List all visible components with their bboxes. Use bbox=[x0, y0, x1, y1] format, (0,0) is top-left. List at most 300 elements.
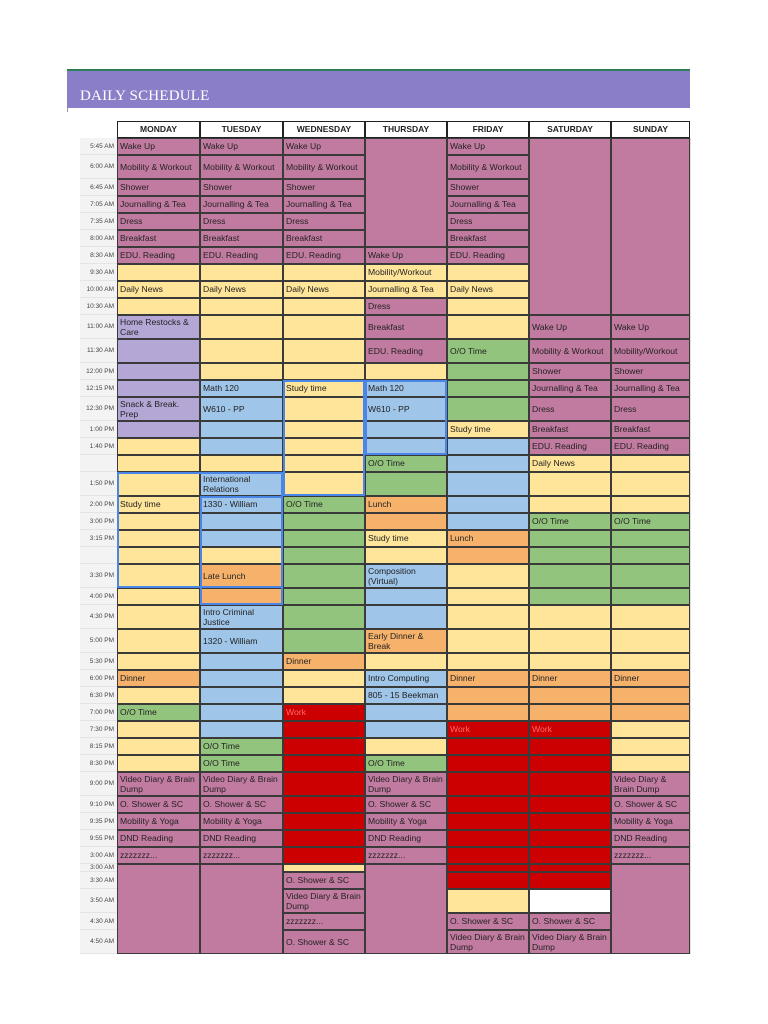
schedule-cell-monday[interactable] bbox=[117, 213, 200, 230]
schedule-cell-tuesday[interactable] bbox=[200, 629, 283, 653]
schedule-cell-friday[interactable] bbox=[447, 721, 529, 738]
schedule-cell-thursday[interactable] bbox=[365, 264, 447, 281]
schedule-cell-saturday[interactable] bbox=[529, 138, 611, 315]
schedule-cell-thursday[interactable] bbox=[365, 496, 447, 513]
schedule-cell-saturday[interactable] bbox=[529, 363, 611, 380]
schedule-cell-saturday[interactable] bbox=[529, 913, 611, 930]
schedule-cell-wednesday[interactable] bbox=[283, 397, 365, 421]
schedule-cell-tuesday[interactable] bbox=[200, 738, 283, 755]
schedule-cell-wednesday[interactable] bbox=[283, 315, 365, 339]
schedule-cell-monday[interactable] bbox=[117, 847, 200, 864]
schedule-cell-thursday[interactable] bbox=[365, 138, 447, 247]
cell-label: Daily News bbox=[203, 284, 246, 295]
schedule-cell-wednesday[interactable] bbox=[283, 363, 365, 380]
schedule-cell-friday[interactable] bbox=[447, 179, 529, 196]
schedule-cell-saturday[interactable] bbox=[529, 339, 611, 363]
schedule-cell-sunday[interactable] bbox=[611, 653, 690, 670]
schedule-cell-sunday[interactable] bbox=[611, 704, 690, 721]
schedule-cell-thursday[interactable] bbox=[365, 513, 447, 530]
schedule-cell-monday[interactable] bbox=[117, 670, 200, 687]
schedule-cell-monday[interactable] bbox=[117, 179, 200, 196]
schedule-cell-friday[interactable] bbox=[447, 772, 529, 796]
schedule-cell-tuesday[interactable] bbox=[200, 605, 283, 629]
schedule-cell-thursday[interactable] bbox=[365, 530, 447, 547]
time-label: 9:35 PM bbox=[80, 813, 117, 830]
cell-label: 805 - 15 Beekman bbox=[368, 690, 439, 701]
schedule-cell-monday[interactable] bbox=[117, 380, 200, 397]
schedule-cell-monday[interactable] bbox=[117, 455, 200, 472]
cell-label: W610 - PP bbox=[368, 403, 410, 414]
schedule-cell-wednesday[interactable] bbox=[283, 605, 365, 629]
schedule-cell-friday[interactable] bbox=[447, 872, 529, 889]
schedule-cell-thursday[interactable] bbox=[365, 455, 447, 472]
cell-label: Journalling & Tea bbox=[286, 199, 352, 210]
schedule-cell-sunday[interactable] bbox=[611, 363, 690, 380]
schedule-cell-thursday[interactable] bbox=[365, 755, 447, 772]
schedule-cell-tuesday[interactable] bbox=[200, 247, 283, 264]
schedule-cell-tuesday[interactable] bbox=[200, 363, 283, 380]
schedule-cell-saturday[interactable] bbox=[529, 315, 611, 339]
schedule-cell-wednesday[interactable] bbox=[283, 138, 365, 155]
schedule-cell-monday[interactable] bbox=[117, 772, 200, 796]
schedule-cell-wednesday[interactable] bbox=[283, 629, 365, 653]
schedule-cell-wednesday[interactable] bbox=[283, 339, 365, 363]
schedule-cell-thursday[interactable] bbox=[365, 687, 447, 704]
schedule-cell-tuesday[interactable] bbox=[200, 138, 283, 155]
schedule-cell-wednesday[interactable] bbox=[283, 513, 365, 530]
schedule-cell-sunday[interactable] bbox=[611, 847, 690, 864]
schedule-cell-wednesday[interactable] bbox=[283, 670, 365, 687]
schedule-cell-saturday[interactable] bbox=[529, 455, 611, 472]
schedule-cell-tuesday[interactable] bbox=[200, 830, 283, 847]
schedule-cell-thursday[interactable] bbox=[365, 864, 447, 954]
schedule-cell-friday[interactable] bbox=[447, 247, 529, 264]
schedule-cell-wednesday[interactable] bbox=[283, 738, 365, 755]
schedule-cell-wednesday[interactable] bbox=[283, 830, 365, 847]
schedule-cell-friday[interactable] bbox=[447, 913, 529, 930]
schedule-cell-monday[interactable] bbox=[117, 564, 200, 588]
schedule-cell-wednesday[interactable] bbox=[283, 438, 365, 455]
time-label: 8:30 AM bbox=[80, 247, 117, 264]
schedule-cell-monday[interactable] bbox=[117, 530, 200, 547]
schedule-cell-wednesday[interactable] bbox=[283, 772, 365, 796]
schedule-cell-saturday[interactable] bbox=[529, 588, 611, 605]
schedule-cell-friday[interactable] bbox=[447, 864, 529, 872]
schedule-cell-wednesday[interactable] bbox=[283, 196, 365, 213]
schedule-cell-thursday[interactable] bbox=[365, 629, 447, 653]
schedule-cell-sunday[interactable] bbox=[611, 438, 690, 455]
schedule-cell-wednesday[interactable] bbox=[283, 721, 365, 738]
schedule-cell-saturday[interactable] bbox=[529, 755, 611, 772]
schedule-cell-wednesday[interactable] bbox=[283, 421, 365, 438]
schedule-cell-friday[interactable] bbox=[447, 138, 529, 155]
schedule-cell-wednesday[interactable] bbox=[283, 264, 365, 281]
schedule-cell-wednesday[interactable] bbox=[283, 847, 365, 864]
schedule-cell-saturday[interactable] bbox=[529, 496, 611, 513]
schedule-cell-monday[interactable] bbox=[117, 547, 200, 564]
schedule-cell-friday[interactable] bbox=[447, 653, 529, 670]
schedule-cell-wednesday[interactable] bbox=[283, 213, 365, 230]
schedule-cell-sunday[interactable] bbox=[611, 513, 690, 530]
schedule-cell-sunday[interactable] bbox=[611, 796, 690, 813]
schedule-cell-monday[interactable] bbox=[117, 653, 200, 670]
cell-label: Journalling & Tea bbox=[368, 284, 434, 295]
schedule-cell-thursday[interactable] bbox=[365, 363, 447, 380]
schedule-cell-tuesday[interactable] bbox=[200, 755, 283, 772]
schedule-cell-monday[interactable] bbox=[117, 830, 200, 847]
schedule-cell-monday[interactable] bbox=[117, 813, 200, 830]
schedule-cell-sunday[interactable] bbox=[611, 738, 690, 755]
page-title: DAILY SCHEDULE bbox=[80, 88, 210, 104]
schedule-cell-wednesday[interactable] bbox=[283, 913, 365, 930]
schedule-cell-tuesday[interactable] bbox=[200, 687, 283, 704]
schedule-cell-monday[interactable] bbox=[117, 138, 200, 155]
schedule-cell-thursday[interactable] bbox=[365, 721, 447, 738]
schedule-cell-monday[interactable] bbox=[117, 196, 200, 213]
schedule-cell-tuesday[interactable] bbox=[200, 421, 283, 438]
schedule-cell-tuesday[interactable] bbox=[200, 513, 283, 530]
schedule-cell-friday[interactable] bbox=[447, 213, 529, 230]
schedule-cell-friday[interactable] bbox=[447, 889, 529, 913]
schedule-cell-friday[interactable] bbox=[447, 547, 529, 564]
time-label: 9:10 PM bbox=[80, 796, 117, 813]
schedule-cell-wednesday[interactable] bbox=[283, 653, 365, 670]
schedule-cell-monday[interactable] bbox=[117, 864, 200, 954]
schedule-cell-tuesday[interactable] bbox=[200, 455, 283, 472]
schedule-cell-saturday[interactable] bbox=[529, 889, 611, 913]
schedule-cell-tuesday[interactable] bbox=[200, 564, 283, 588]
schedule-cell-thursday[interactable] bbox=[365, 588, 447, 605]
schedule-cell-wednesday[interactable] bbox=[283, 864, 365, 872]
schedule-cell-thursday[interactable] bbox=[365, 380, 447, 397]
schedule-cell-tuesday[interactable] bbox=[200, 813, 283, 830]
schedule-cell-sunday[interactable] bbox=[611, 380, 690, 397]
schedule-cell-friday[interactable] bbox=[447, 339, 529, 363]
cell-label: Dress bbox=[450, 216, 473, 227]
schedule-cell-tuesday[interactable] bbox=[200, 472, 283, 496]
schedule-cell-saturday[interactable] bbox=[529, 687, 611, 704]
schedule-cell-friday[interactable] bbox=[447, 230, 529, 247]
schedule-cell-wednesday[interactable] bbox=[283, 755, 365, 772]
schedule-cell-friday[interactable] bbox=[447, 496, 529, 513]
schedule-cell-friday[interactable] bbox=[447, 930, 529, 954]
schedule-cell-friday[interactable] bbox=[447, 847, 529, 864]
day-header-tuesday: TUESDAY bbox=[200, 121, 283, 138]
schedule-cell-wednesday[interactable] bbox=[283, 380, 365, 397]
schedule-cell-sunday[interactable] bbox=[611, 397, 690, 421]
cell-label: EDU. Reading bbox=[614, 441, 669, 452]
schedule-cell-tuesday[interactable] bbox=[200, 530, 283, 547]
schedule-cell-saturday[interactable] bbox=[529, 653, 611, 670]
schedule-cell-monday[interactable] bbox=[117, 363, 200, 380]
schedule-cell-tuesday[interactable] bbox=[200, 179, 283, 196]
schedule-cell-saturday[interactable] bbox=[529, 421, 611, 438]
schedule-cell-saturday[interactable] bbox=[529, 547, 611, 564]
time-label: 9:30 AM bbox=[80, 264, 117, 281]
schedule-cell-thursday[interactable] bbox=[365, 438, 447, 455]
schedule-cell-tuesday[interactable] bbox=[200, 213, 283, 230]
schedule-cell-sunday[interactable] bbox=[611, 687, 690, 704]
schedule-cell-friday[interactable] bbox=[447, 605, 529, 629]
schedule-cell-monday[interactable] bbox=[117, 155, 200, 179]
day-header-saturday: SATURDAY bbox=[529, 121, 611, 138]
schedule-cell-saturday[interactable] bbox=[529, 872, 611, 889]
schedule-cell-saturday[interactable] bbox=[529, 738, 611, 755]
cell-label: Wake Up bbox=[286, 141, 322, 152]
schedule-cell-monday[interactable] bbox=[117, 704, 200, 721]
schedule-cell-sunday[interactable] bbox=[611, 864, 690, 954]
schedule-cell-monday[interactable] bbox=[117, 738, 200, 755]
schedule-cell-wednesday[interactable] bbox=[283, 796, 365, 813]
schedule-cell-sunday[interactable] bbox=[611, 421, 690, 438]
schedule-cell-wednesday[interactable] bbox=[283, 872, 365, 889]
schedule-cell-tuesday[interactable] bbox=[200, 230, 283, 247]
schedule-cell-friday[interactable] bbox=[447, 155, 529, 179]
schedule-cell-saturday[interactable] bbox=[529, 847, 611, 864]
schedule-cell-saturday[interactable] bbox=[529, 864, 611, 872]
schedule-cell-sunday[interactable] bbox=[611, 721, 690, 738]
cell-label: Intro Criminal Justice bbox=[203, 606, 255, 627]
schedule-cell-friday[interactable] bbox=[447, 564, 529, 588]
schedule-cell-thursday[interactable] bbox=[365, 670, 447, 687]
schedule-cell-saturday[interactable] bbox=[529, 472, 611, 496]
schedule-cell-monday[interactable] bbox=[117, 230, 200, 247]
cell-label: Lunch bbox=[450, 533, 474, 544]
schedule-cell-tuesday[interactable] bbox=[200, 264, 283, 281]
cell-label: Wake Up bbox=[450, 141, 486, 152]
schedule-cell-wednesday[interactable] bbox=[283, 564, 365, 588]
cell-label: DND Reading bbox=[203, 833, 257, 844]
cell-label: Video Diary & Brain Dump bbox=[532, 931, 607, 952]
schedule-cell-monday[interactable] bbox=[117, 264, 200, 281]
schedule-cell-saturday[interactable] bbox=[529, 704, 611, 721]
schedule-cell-thursday[interactable] bbox=[365, 247, 447, 264]
schedule-cell-wednesday[interactable] bbox=[283, 930, 365, 954]
schedule-cell-sunday[interactable] bbox=[611, 472, 690, 496]
time-label: 3:00 AM bbox=[80, 864, 117, 872]
schedule-cell-monday[interactable] bbox=[117, 247, 200, 264]
schedule-cell-tuesday[interactable] bbox=[200, 339, 283, 363]
schedule-cell-friday[interactable] bbox=[447, 813, 529, 830]
schedule-cell-tuesday[interactable] bbox=[200, 670, 283, 687]
schedule-cell-tuesday[interactable] bbox=[200, 155, 283, 179]
schedule-cell-friday[interactable] bbox=[447, 755, 529, 772]
schedule-cell-friday[interactable] bbox=[447, 397, 529, 421]
schedule-cell-thursday[interactable] bbox=[365, 564, 447, 588]
schedule-cell-friday[interactable] bbox=[447, 670, 529, 687]
schedule-cell-monday[interactable] bbox=[117, 687, 200, 704]
cell-label: Journalling & Tea bbox=[614, 383, 680, 394]
schedule-cell-thursday[interactable] bbox=[365, 298, 447, 315]
schedule-cell-thursday[interactable] bbox=[365, 547, 447, 564]
schedule-cell-wednesday[interactable] bbox=[283, 230, 365, 247]
schedule-cell-sunday[interactable] bbox=[611, 564, 690, 588]
schedule-cell-tuesday[interactable] bbox=[200, 653, 283, 670]
cell-label: Study time bbox=[450, 424, 491, 435]
schedule-cell-saturday[interactable] bbox=[529, 605, 611, 629]
schedule-cell-thursday[interactable] bbox=[365, 472, 447, 496]
schedule-cell-friday[interactable] bbox=[447, 455, 529, 472]
schedule-cell-wednesday[interactable] bbox=[283, 155, 365, 179]
schedule-cell-thursday[interactable] bbox=[365, 830, 447, 847]
schedule-cell-friday[interactable] bbox=[447, 380, 529, 397]
schedule-cell-wednesday[interactable] bbox=[283, 530, 365, 547]
schedule-cell-thursday[interactable] bbox=[365, 397, 447, 421]
schedule-cell-wednesday[interactable] bbox=[283, 547, 365, 564]
schedule-cell-saturday[interactable] bbox=[529, 796, 611, 813]
cell-label: Mobility/Workout bbox=[368, 267, 432, 278]
schedule-cell-saturday[interactable] bbox=[529, 721, 611, 738]
schedule-cell-friday[interactable] bbox=[447, 830, 529, 847]
schedule-cell-wednesday[interactable] bbox=[283, 281, 365, 298]
schedule-cell-sunday[interactable] bbox=[611, 755, 690, 772]
schedule-cell-sunday[interactable] bbox=[611, 830, 690, 847]
schedule-cell-monday[interactable] bbox=[117, 339, 200, 363]
schedule-cell-sunday[interactable] bbox=[611, 670, 690, 687]
cell-label: EDU. Reading bbox=[120, 250, 175, 261]
schedule-cell-thursday[interactable] bbox=[365, 421, 447, 438]
schedule-cell-friday[interactable] bbox=[447, 264, 529, 281]
schedule-cell-monday[interactable] bbox=[117, 721, 200, 738]
schedule-cell-saturday[interactable] bbox=[529, 530, 611, 547]
schedule-cell-friday[interactable] bbox=[447, 704, 529, 721]
schedule-cell-wednesday[interactable] bbox=[283, 298, 365, 315]
schedule-cell-monday[interactable] bbox=[117, 605, 200, 629]
schedule-cell-sunday[interactable] bbox=[611, 629, 690, 653]
schedule-cell-friday[interactable] bbox=[447, 738, 529, 755]
schedule-cell-saturday[interactable] bbox=[529, 813, 611, 830]
schedule-cell-friday[interactable] bbox=[447, 363, 529, 380]
schedule-cell-wednesday[interactable] bbox=[283, 455, 365, 472]
schedule-cell-tuesday[interactable] bbox=[200, 281, 283, 298]
schedule-cell-wednesday[interactable] bbox=[283, 588, 365, 605]
schedule-cell-thursday[interactable] bbox=[365, 796, 447, 813]
schedule-cell-monday[interactable] bbox=[117, 755, 200, 772]
schedule-cell-friday[interactable] bbox=[447, 298, 529, 315]
schedule-cell-saturday[interactable] bbox=[529, 380, 611, 397]
schedule-cell-monday[interactable] bbox=[117, 438, 200, 455]
schedule-cell-saturday[interactable] bbox=[529, 564, 611, 588]
schedule-cell-sunday[interactable] bbox=[611, 530, 690, 547]
schedule-cell-friday[interactable] bbox=[447, 796, 529, 813]
schedule-cell-friday[interactable] bbox=[447, 687, 529, 704]
schedule-cell-saturday[interactable] bbox=[529, 930, 611, 954]
schedule-cell-sunday[interactable] bbox=[611, 588, 690, 605]
cell-label: Work bbox=[286, 707, 306, 718]
schedule-cell-sunday[interactable] bbox=[611, 496, 690, 513]
schedule-cell-tuesday[interactable] bbox=[200, 721, 283, 738]
schedule-cell-monday[interactable] bbox=[117, 397, 200, 421]
schedule-cell-friday[interactable] bbox=[447, 588, 529, 605]
schedule-cell-sunday[interactable] bbox=[611, 315, 690, 339]
schedule-cell-thursday[interactable] bbox=[365, 605, 447, 629]
schedule-cell-friday[interactable] bbox=[447, 629, 529, 653]
schedule-cell-wednesday[interactable] bbox=[283, 813, 365, 830]
schedule-cell-friday[interactable] bbox=[447, 196, 529, 213]
schedule-cell-saturday[interactable] bbox=[529, 513, 611, 530]
schedule-cell-wednesday[interactable] bbox=[283, 704, 365, 721]
schedule-cell-thursday[interactable] bbox=[365, 281, 447, 298]
schedule-cell-thursday[interactable] bbox=[365, 813, 447, 830]
schedule-cell-saturday[interactable] bbox=[529, 397, 611, 421]
schedule-cell-monday[interactable] bbox=[117, 513, 200, 530]
schedule-cell-monday[interactable] bbox=[117, 472, 200, 496]
schedule-cell-sunday[interactable] bbox=[611, 813, 690, 830]
schedule-cell-wednesday[interactable] bbox=[283, 247, 365, 264]
schedule-cell-monday[interactable] bbox=[117, 588, 200, 605]
schedule-cell-saturday[interactable] bbox=[529, 772, 611, 796]
schedule-cell-tuesday[interactable] bbox=[200, 547, 283, 564]
schedule-cell-monday[interactable] bbox=[117, 281, 200, 298]
schedule-cell-wednesday[interactable] bbox=[283, 889, 365, 913]
schedule-cell-thursday[interactable] bbox=[365, 315, 447, 339]
cell-label: Dress bbox=[286, 216, 309, 227]
schedule-cell-sunday[interactable] bbox=[611, 605, 690, 629]
schedule-cell-friday[interactable] bbox=[447, 530, 529, 547]
schedule-cell-monday[interactable] bbox=[117, 421, 200, 438]
schedule-cell-tuesday[interactable] bbox=[200, 588, 283, 605]
schedule-cell-saturday[interactable] bbox=[529, 629, 611, 653]
schedule-cell-monday[interactable] bbox=[117, 496, 200, 513]
schedule-cell-thursday[interactable] bbox=[365, 653, 447, 670]
schedule-cell-tuesday[interactable] bbox=[200, 380, 283, 397]
schedule-cell-sunday[interactable] bbox=[611, 772, 690, 796]
schedule-cell-wednesday[interactable] bbox=[283, 496, 365, 513]
schedule-cell-tuesday[interactable] bbox=[200, 864, 283, 954]
schedule-cell-sunday[interactable] bbox=[611, 138, 690, 315]
schedule-cell-saturday[interactable] bbox=[529, 830, 611, 847]
schedule-cell-tuesday[interactable] bbox=[200, 496, 283, 513]
schedule-cell-tuesday[interactable] bbox=[200, 397, 283, 421]
schedule-cell-wednesday[interactable] bbox=[283, 472, 365, 496]
schedule-cell-monday[interactable] bbox=[117, 796, 200, 813]
schedule-cell-thursday[interactable] bbox=[365, 704, 447, 721]
schedule-cell-saturday[interactable] bbox=[529, 670, 611, 687]
schedule-cell-sunday[interactable] bbox=[611, 339, 690, 363]
schedule-cell-friday[interactable] bbox=[447, 315, 529, 339]
cell-label: Mobility & Workout bbox=[203, 161, 275, 172]
schedule-cell-friday[interactable] bbox=[447, 438, 529, 455]
schedule-cell-friday[interactable] bbox=[447, 281, 529, 298]
time-label bbox=[80, 455, 117, 472]
schedule-cell-tuesday[interactable] bbox=[200, 704, 283, 721]
schedule-cell-friday[interactable] bbox=[447, 513, 529, 530]
schedule-cell-thursday[interactable] bbox=[365, 738, 447, 755]
time-label: 4:50 AM bbox=[80, 930, 117, 954]
schedule-cell-tuesday[interactable] bbox=[200, 298, 283, 315]
schedule-cell-saturday[interactable] bbox=[529, 438, 611, 455]
schedule-cell-monday[interactable] bbox=[117, 629, 200, 653]
schedule-cell-tuesday[interactable] bbox=[200, 847, 283, 864]
schedule-cell-thursday[interactable] bbox=[365, 339, 447, 363]
schedule-cell-tuesday[interactable] bbox=[200, 196, 283, 213]
schedule-cell-monday[interactable] bbox=[117, 298, 200, 315]
schedule-cell-thursday[interactable] bbox=[365, 847, 447, 864]
schedule-cell-thursday[interactable] bbox=[365, 772, 447, 796]
schedule-cell-sunday[interactable] bbox=[611, 547, 690, 564]
schedule-cell-tuesday[interactable] bbox=[200, 438, 283, 455]
schedule-cell-tuesday[interactable] bbox=[200, 772, 283, 796]
cell-label: Mobility & Yoga bbox=[203, 816, 262, 827]
schedule-cell-tuesday[interactable] bbox=[200, 315, 283, 339]
schedule-cell-tuesday[interactable] bbox=[200, 796, 283, 813]
schedule-cell-friday[interactable] bbox=[447, 472, 529, 496]
schedule-cell-friday[interactable] bbox=[447, 421, 529, 438]
schedule-cell-sunday[interactable] bbox=[611, 455, 690, 472]
schedule-cell-wednesday[interactable] bbox=[283, 179, 365, 196]
schedule-cell-wednesday[interactable] bbox=[283, 687, 365, 704]
schedule-cell-monday[interactable] bbox=[117, 315, 200, 339]
